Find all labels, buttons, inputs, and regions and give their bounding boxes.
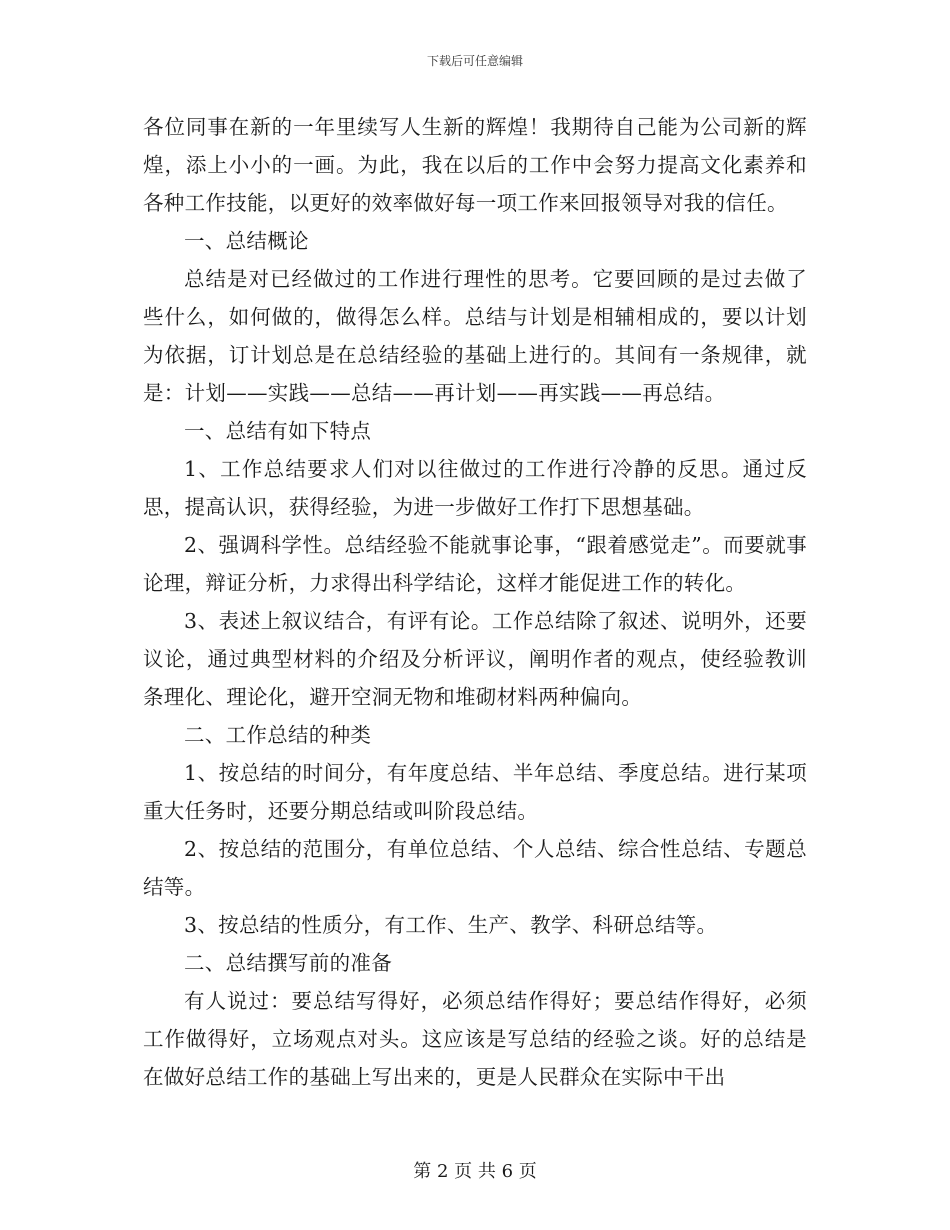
paragraph-2: 总结是对已经做过的工作进行理性的思考。它要回顾的是过去做了些什么，如何做的，做得怎么样。总结与计划是相辅相成的，要以计划为依据，订计划总是在总结经验的基础上进行的。其间有一条规律，就是：计划——实践——总结——再计划——再实践——再总结。 (143, 267, 807, 405)
section-heading-features: 一、总结有如下特点 (184, 419, 372, 443)
paragraph-9: 有人说过：要总结写得好，必须总结作得好；要总结作得好，必须工作做得好，立场观点对头。这应该是写总结的经验之谈。好的总结是在做好总结工作的基础上写出来的，更是人民群众在实际中干出 (143, 989, 807, 1089)
document-body (143, 108, 807, 1096)
paragraph-8: 3、按总结的性质分，有工作、生产、教学、科研总结等。 (184, 913, 718, 937)
section-heading-preparation: 二、总结撰写前的准备 (184, 951, 392, 975)
page-header: 下载后可任意编辑 (426, 54, 523, 68)
paragraph-1: 各位同事在新的一年里续写人生新的辉煌！我期待自己能为公司新的辉煌，添上小小的一画。为此，我在以后的工作中会努力提高文化素养和各种工作技能，以更好的效率做好每一项工作来回报领导对我的信任。 (143, 115, 807, 215)
page-footer: 第 2 页 共 6 页 (413, 1161, 537, 1182)
paragraph-3: 1、工作总结要求人们对以往做过的工作进行冷静的反思。通过反思，提高认识，获得经验，为进一步做好工作打下思想基础。 (143, 457, 807, 519)
paragraph-5: 3、表述上叙议结合，有评有论。工作总结除了叙述、说明外，还要议论，通过典型材料的介绍及分析评议，阐明作者的观点，使经验教训条理化、理论化，避开空洞无物和堆砌材料两种偏向。 (143, 609, 807, 709)
section-heading-overview: 一、总结概论 (184, 229, 309, 253)
paragraph-4: 2、强调科学性。总结经验不能就事论事，“跟着感觉走”。而要就事论理，辩证分析，力求得出科学结论，这样才能促进工作的转化。 (143, 533, 807, 595)
paragraph-6: 1、按总结的时间分，有年度总结、半年总结、季度总结。进行某项重大任务时，还要分期总结或叫阶段总结。 (143, 761, 807, 823)
paragraph-7: 2、按总结的范围分，有单位总结、个人总结、综合性总结、专题总结等。 (143, 837, 807, 899)
section-heading-types: 二、工作总结的种类 (184, 723, 372, 747)
